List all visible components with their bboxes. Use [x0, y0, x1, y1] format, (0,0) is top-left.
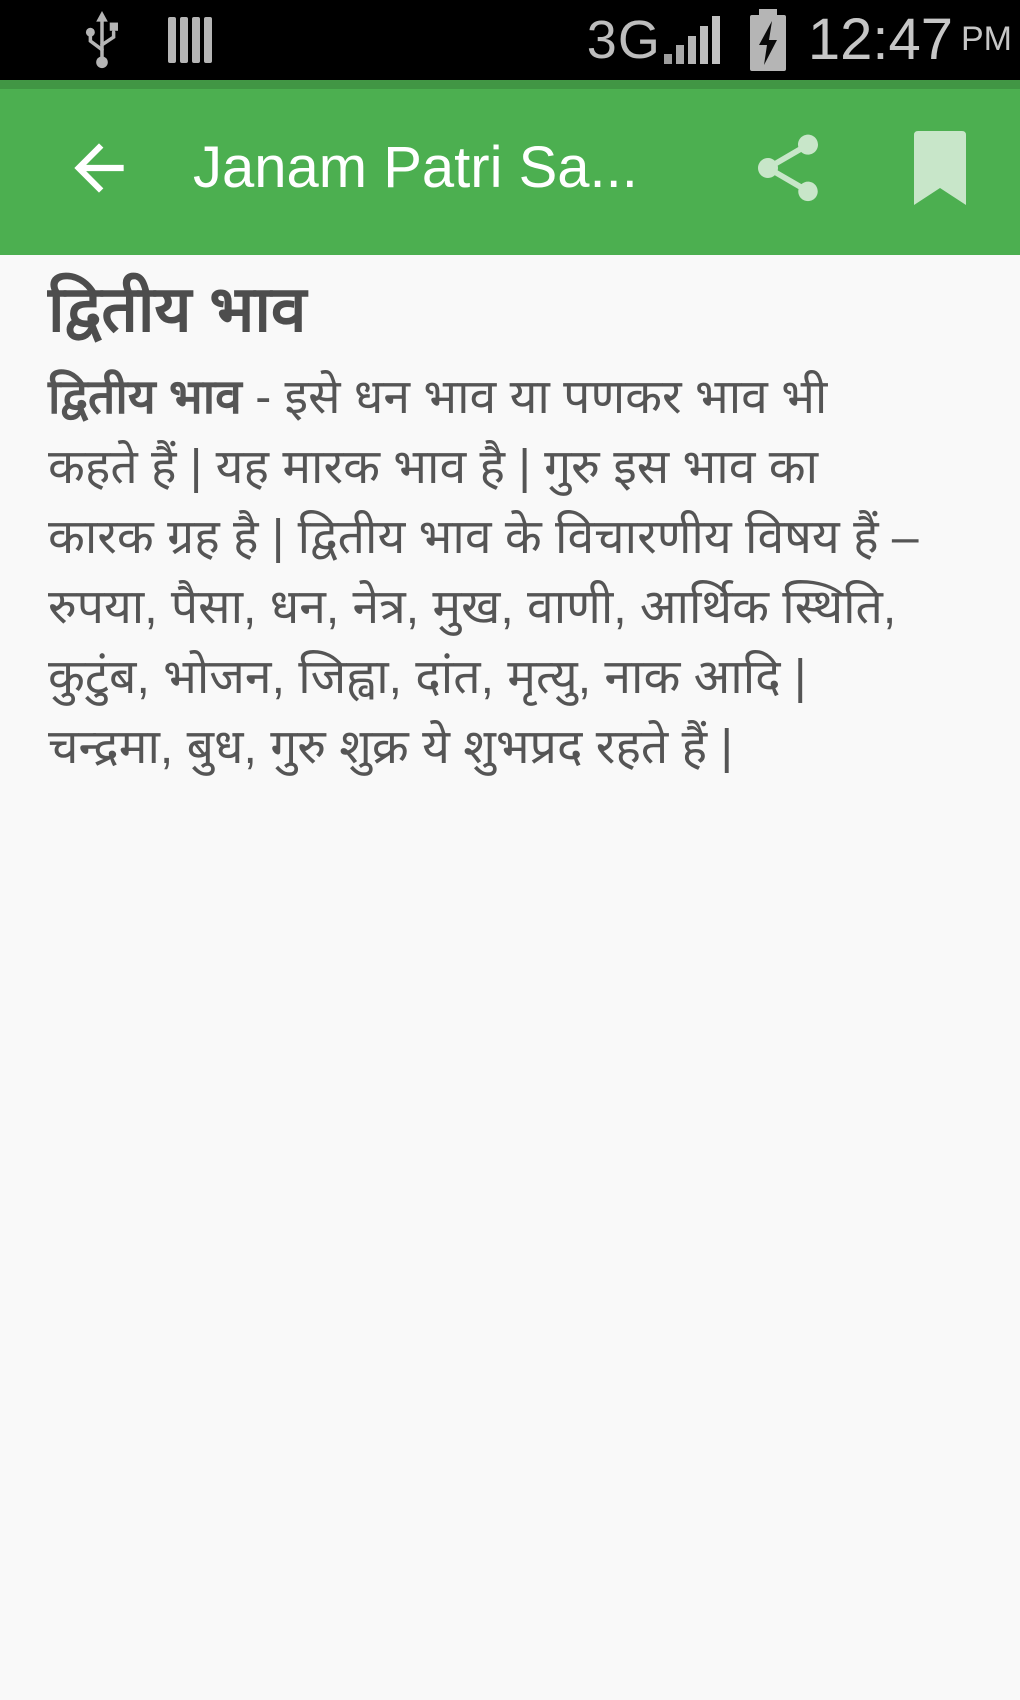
arrow-left-icon	[62, 131, 136, 205]
body-paragraph	[48, 363, 920, 783]
usb-icon	[78, 9, 126, 71]
status-bar	[0, 0, 1020, 80]
app-bar	[0, 80, 1020, 255]
page-title: Janam Patri Sa...	[193, 134, 638, 200]
signal-strength-icon	[664, 16, 722, 64]
share-button[interactable]	[748, 128, 828, 208]
share-icon	[748, 128, 828, 208]
bookmark-button[interactable]	[914, 131, 966, 205]
status-bar-right	[587, 9, 1012, 71]
network-type-label: 3G	[586, 10, 661, 70]
clock-time: 12:47	[807, 7, 953, 72]
bookmark-icon	[914, 131, 966, 205]
status-bar-left	[78, 9, 212, 71]
content-area	[0, 255, 1020, 1700]
body-paragraph-text: - इसे धन भाव या पणकर भाव भी कहते हैं | यह मारक भाव है | गुरु इस भाव का कारक ग्रह है | द्वितीय भाव के विचारणीय विषय हैं – रुपया, पैसा, धन, नेत्र, मुख, वाणी, आर्थिक स्थिति, कुटुंब, भोजन, जिह्वा, दांत, मृत्यु, नाक आदि | चन्द्रमा, बुध, गुरु शुक्र ये शुभप्रद रहते हैं |	[48, 371, 919, 775]
clock-period: PM	[961, 20, 1012, 58]
body-paragraph-lead: द्वितीय भाव	[48, 371, 242, 425]
bars-icon	[168, 17, 212, 63]
battery-charging-icon	[748, 9, 788, 71]
back-button[interactable]	[62, 131, 136, 205]
section-heading: द्वितीय भाव	[48, 273, 307, 345]
